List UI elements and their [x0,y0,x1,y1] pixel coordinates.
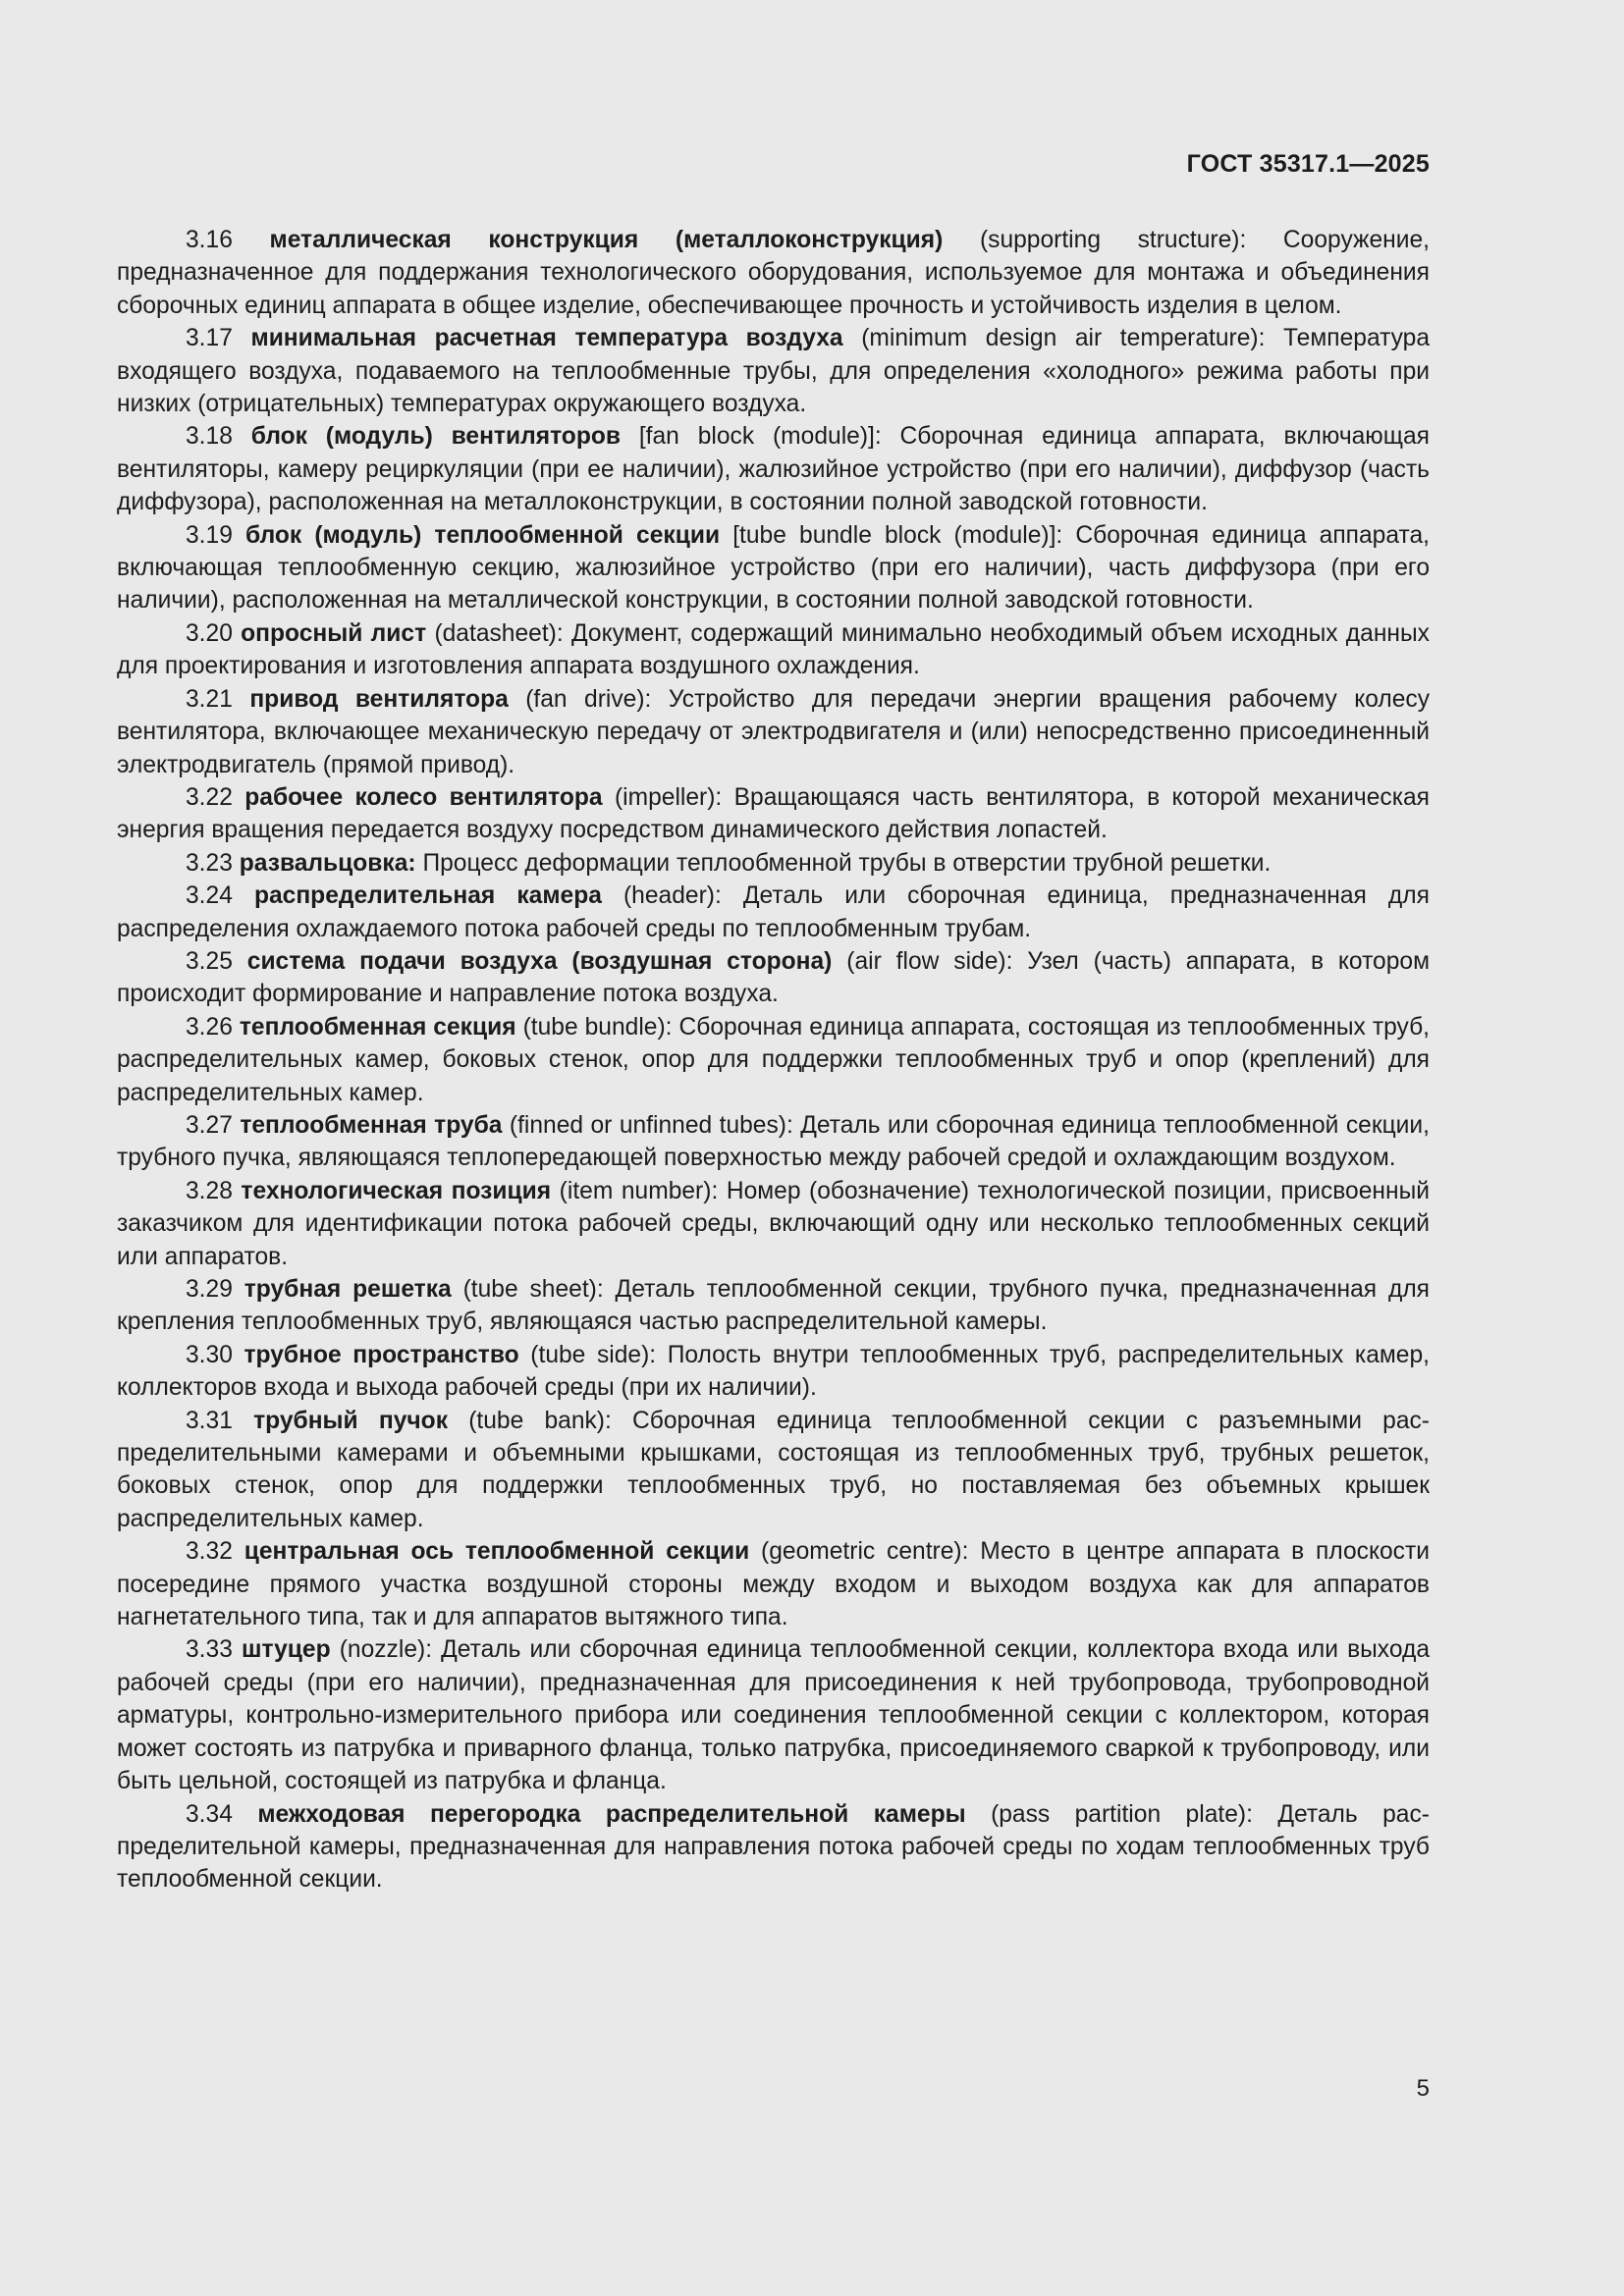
term-name: рабочее колесо вентилятора [244,783,603,811]
term-3-29 [117,1273,1430,1339]
term-number: 3.27 [186,1111,233,1139]
term-number: 3.22 [186,783,233,811]
term-name: блок (модуль) вентиляторов [250,423,621,451]
term-name: минимальная расчетная температура воздуха [250,325,843,352]
term-definition: (fan drive): Устройство для передачи энергии вращения рабочему колесу вентилятора, включающее механическую передачу от электродвигателя и (или) непосредственно присоединенный электродвигатель (прямой привод). [117,685,1430,778]
term-name: центральная ось теплообменной секции [244,1538,750,1566]
term-number: 3.31 [186,1407,233,1434]
term-number: 3.33 [186,1636,233,1664]
term-definition: (supporting structure): Сооружение, предназначенное для поддержания технологического оборудования, используемое для монтажа и объединения сборочных единиц аппарата в общее изделие, обеспечивающее прочность и устойчивость изделия в целом. [117,227,1430,319]
term-name: привод вентилятора [249,685,509,713]
term-3-30 [117,1339,1430,1405]
term-number: 3.19 [186,521,233,549]
term-3-31 [117,1405,1430,1536]
term-number: 3.26 [186,1013,233,1041]
term-definition: (nozzle): Деталь или сборочная единица теплообменной секции, коллектора входа или выхода рабочей среды (при его наличии), предназначенная для присоединения к ней трубопровода, трубопроводной арматуры, контрольно-измерительного прибора или соединения теплообменной секции с коллектором, которая может состоять из патрубка и приварного фланца, только патрубка, присоединяемого сваркой к трубопроводу, или быть цельной, состоящей из патрубка и фланца. [117,1636,1430,1795]
term-number: 3.25 [186,947,233,975]
term-definition: (pass partition plate): Деталь распределительной камеры, предназначенная для направления потока рабочей среды по ходам теплообменных труб теплообменной секции. [117,1800,1430,1894]
term-number: 3.29 [186,1276,233,1303]
term-definition: Процесс деформации теплообменной трубы в отверстии трубной решетки. [422,849,1272,877]
term-name: технологическая позиция [241,1177,552,1204]
term-definition: [fan block (module)]: Сборочная единица аппарата, включающая вентиляторы, камеру рециркуляции (при ее наличии), жалюзийное устройство (при его наличии), диффузор (часть диффузора), расположенная на металлоконструкции, в состоянии полной заводской готовности. [117,423,1430,516]
term-3-32 [117,1535,1430,1633]
term-3-16 [117,224,1430,322]
term-name: трубное пространство [244,1341,519,1368]
term-number: 3.18 [186,423,233,451]
term-number: 3.16 [186,227,233,253]
term-definition: (header): Деталь или сборочная единица, предназначенная для распределения охлаждаемого потока рабочей среды по теплообменным трубам. [117,882,1430,942]
term-name: межходовая перегородка распределительной камеры [257,1800,966,1828]
term-definition: (impeller): Вращающаяся часть вентилятора, в которой механическая энергия вращения передается воздуху посредством динамического действия лопастей. [117,783,1430,844]
term-3-24 [117,880,1430,945]
term-3-33 [117,1633,1430,1797]
term-number: 3.24 [186,882,233,910]
term-definition: (tube bundle): Сборочная единица аппарата, состоящая из теплообменных труб, распределительных камер, боковых стенок, опор для поддержки теплообменных труб и опор (креплений) для распределительных камер. [117,1013,1431,1106]
term-name: штуцер [241,1636,331,1664]
term-name: трубная решетка [244,1276,452,1303]
term-3-22 [117,781,1430,847]
term-number: 3.21 [186,685,233,713]
term-number: 3.34 [186,1800,233,1828]
term-3-18 [117,420,1430,518]
term-name: теплообменная секция [239,1013,516,1041]
term-name: развальцовка: [239,849,416,877]
term-name: трубный пучок [253,1407,449,1434]
term-number: 3.30 [186,1341,233,1368]
term-3-27 [117,1109,1430,1175]
term-definition: (item number): Номер (обозначение) технологической позиции, присвоенный заказчиком для идентификации потока рабочей среды, включающий одну или несколько теплообменных секций или аппаратов. [117,1177,1430,1270]
term-number: 3.23 [186,849,233,877]
term-definition: (tube bank): Сборочная единица теплообменной секции с разъемными распределительными камерами и объемными крышками, состоящая из теплообменных труб, трубных решеток, боковых стенок, опор для поддержки теплообменных труб, но поставляемая без объемных крышек распределительных камер. [117,1407,1430,1532]
term-3-34 [117,1798,1430,1896]
term-definition: (tube sheet): Деталь теплообменной секции, трубного пучка, предназначенная для крепления теплообменных труб, являющаяся частью распределительной камеры. [117,1276,1430,1336]
term-3-20 [117,617,1430,683]
term-number: 3.28 [186,1177,233,1204]
term-number: 3.20 [186,619,233,647]
term-definition: (tube side): Полость внутри теплообменных труб, распределительных камер, коллекторов входа и выхода рабочей среды (при их наличии). [117,1341,1430,1402]
term-definition: [tube bundle block (module)]: Сборочная единица аппарата, включающая теплообменную секцию, жалюзийное устройство (при его наличии), часть диффузора (при его наличии), расположенная на металлической конструкции, в состоянии полной заводской готовности. [117,521,1430,614]
term-number: 3.32 [186,1538,233,1566]
term-3-19 [117,519,1430,617]
term-definition: (air flow side): Узел (часть) аппарата, в котором происходит формирование и направление потока воздуха. [117,947,1430,1008]
term-name: металлическая конструкция (металлоконструкция) [269,227,944,253]
terms-list [117,224,1430,1896]
term-name: опросный лист [241,619,427,647]
term-definition: (geometric centre): Место в центре аппарата в плоскости посередине прямого участка воздушной стороны между входом и выходом воздуха как для аппаратов нагнетательного типа, так и для аппаратов вытяжного типа. [117,1538,1430,1631]
term-name: распределительная камера [253,882,602,910]
term-3-28 [117,1175,1430,1273]
term-number: 3.17 [186,325,233,352]
term-definition: (finned or unfinned tubes): Деталь или сборочная единица теплообменной секции, трубного пучка, являющаяся теплопередающей поверхностью между рабочей средой и охлаждающим воздухом. [117,1111,1430,1172]
document-header: ГОСТ 35317.1—2025 [1186,150,1430,178]
term-3-25 [117,945,1430,1011]
term-3-26 [117,1011,1430,1109]
term-name: система подачи воздуха (воздушная сторона) [246,947,833,975]
term-name: теплообменная труба [240,1111,503,1139]
term-name: блок (модуль) теплообменной секции [245,521,721,549]
term-definition: (datasheet): Документ, содержащий минимально необходимый объем исходных данных для проектирования и изготовления аппарата воздушного охлаждения. [117,619,1430,680]
term-3-17 [117,322,1430,420]
term-3-21 [117,683,1430,781]
term-3-23 [117,847,1430,880]
page-number: 5 [1416,2075,1430,2102]
term-definition: (minimum design air temperature): Температура входящего воздуха, подаваемого на теплообменные трубы, для определения «холодного» режима работы при низких (отрицательных) температурах окружающего воздуха. [117,325,1430,418]
